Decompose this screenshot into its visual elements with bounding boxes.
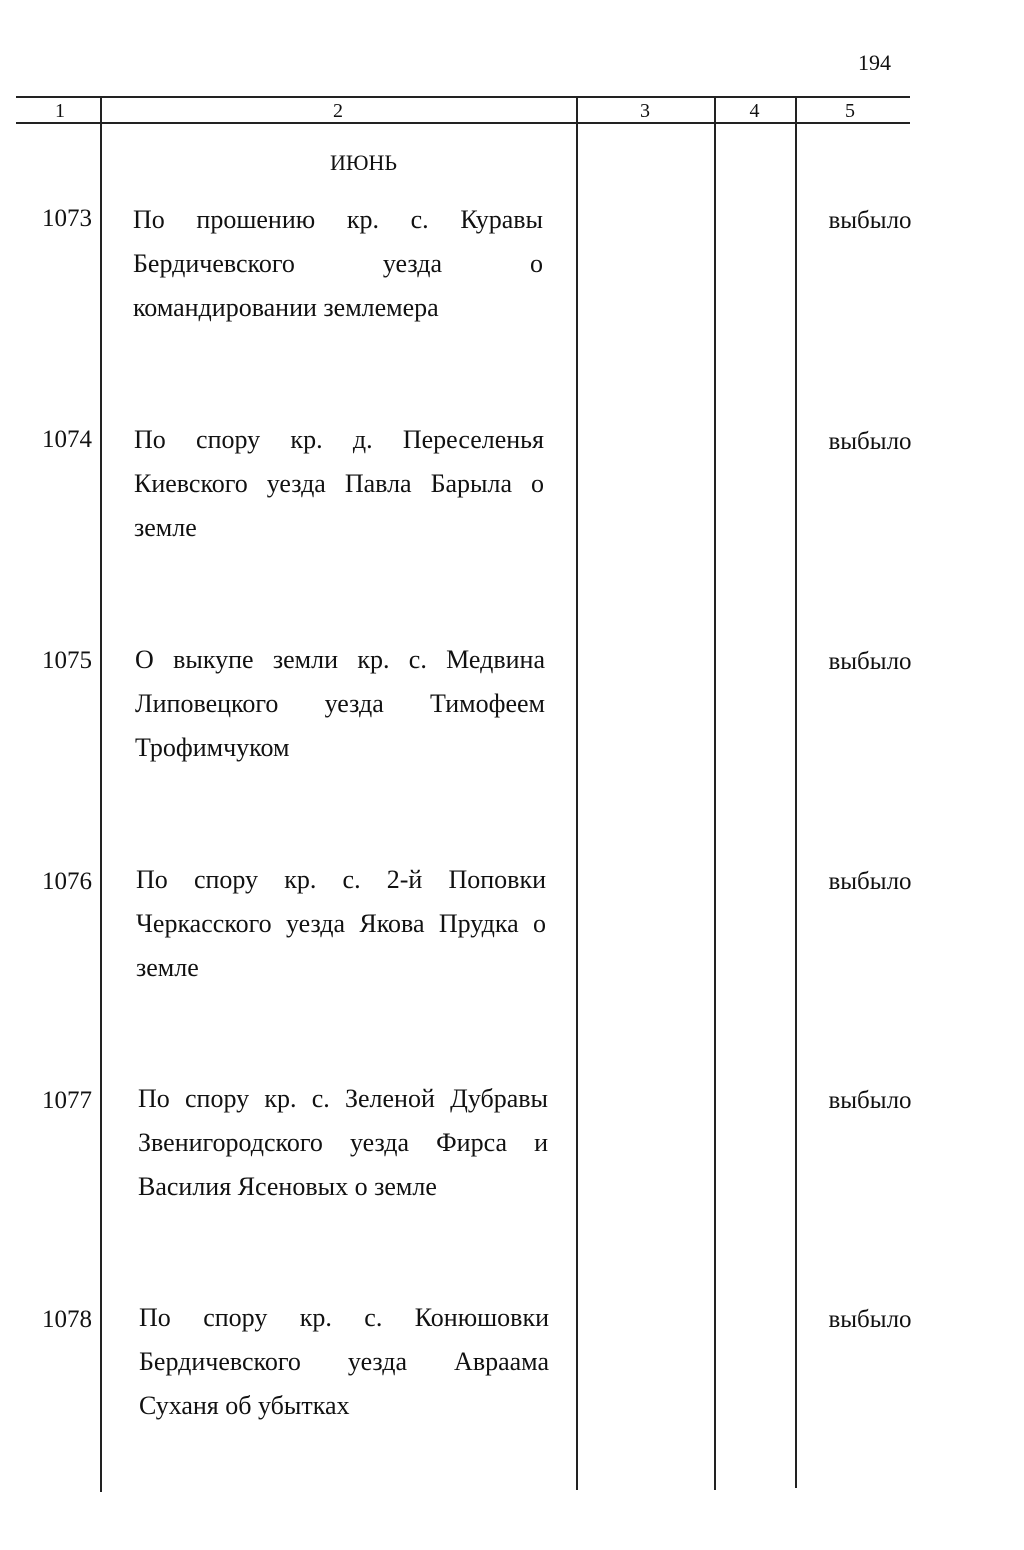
column-header-2: 2 <box>333 100 343 122</box>
row-text: По спору кр. с. Конюшовки Бердичевского уезда Авраама Суханя об убытках <box>139 1303 549 1420</box>
row-status: выбыло <box>828 1087 912 1114</box>
row-status: выбыло <box>828 648 912 675</box>
section-title: ИЮНЬ <box>330 150 398 175</box>
row-status: выбыло <box>828 1306 912 1333</box>
column-header-3: 3 <box>640 100 650 122</box>
row-number: 1075 <box>42 647 92 674</box>
row-text: По спору кр. с. Зеленой Дубравы Звенигородского уезда Фирса и Василия Ясеновых о земле <box>138 1084 548 1201</box>
column-divider-2 <box>576 96 578 1490</box>
page-number: 194 <box>858 50 891 75</box>
row-number: 1077 <box>42 1087 92 1114</box>
row-status: выбыло <box>828 207 912 234</box>
column-divider-3 <box>714 96 716 1490</box>
row-number: 1076 <box>42 868 92 895</box>
row-text: По спору кр. с. 2-й Поповки Черкасского уезда Якова Прудка о земле <box>136 865 546 982</box>
table-top-line <box>16 96 910 98</box>
row-status: выбыло <box>828 428 912 455</box>
row-number: 1078 <box>42 1306 92 1333</box>
column-header-5: 5 <box>845 100 855 122</box>
column-header-4: 4 <box>749 100 760 122</box>
column-header-1: 1 <box>55 100 65 122</box>
row-number: 1073 <box>42 205 92 232</box>
column-divider-4 <box>795 96 797 1488</box>
row-text: По прошению кр. с. Куравы Бердичевского уезда о командировании землемера <box>133 205 543 322</box>
row-text: О выкупе земли кр. с. Медвина Липовецкого уезда Тимофеем Трофимчуком <box>135 645 545 762</box>
row-number: 1074 <box>42 426 92 453</box>
row-text: По спору кр. д. Переселенья Киевского уезда Павла Барыла о земле <box>134 425 544 542</box>
column-divider-1 <box>100 96 102 1492</box>
row-status: выбыло <box>828 868 912 895</box>
